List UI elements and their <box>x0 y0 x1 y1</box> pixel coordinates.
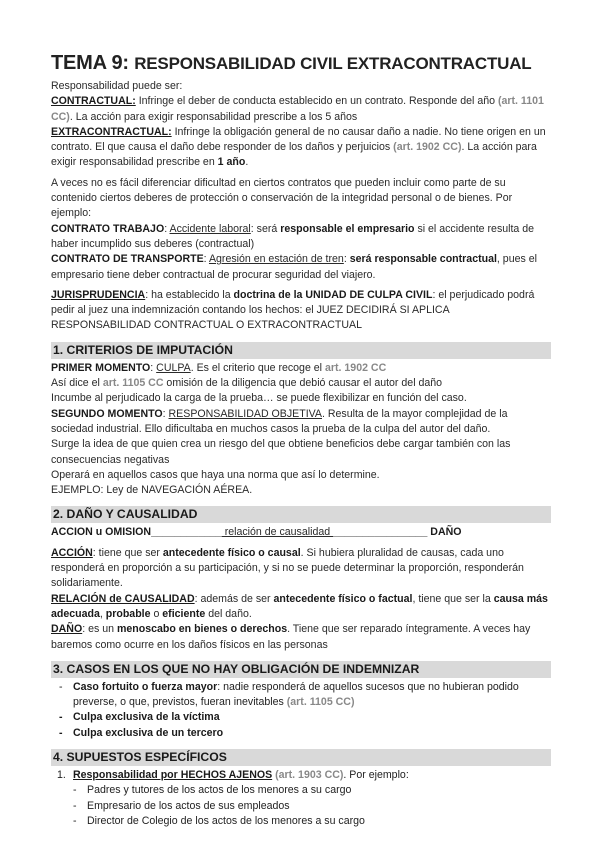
jurisprudencia-paragraph: JURISPRUDENCIA: ha establecido la doctrina de la UNIDAD DE CULPA CIVIL: el perjudicado podrá pedir al juez una indemnización contando los hechos: el JUEZ DECIDIRÁ SI APLICA RESPONSABILIDAD CONTRACTUAL O EXTRACONTRACTUAL <box>51 288 535 332</box>
list-item: - Culpa exclusiva de un tercero <box>51 726 551 741</box>
dano-paragraph: DAÑO: es un menoscabo en bienes o derechos. Tiene que ser reparado íntegramente. A veces hay baremos como ocurre en los daños físicos en las personas <box>51 623 531 651</box>
section-heading-casos: 3. CASOS EN LOS QUE NO HAY OBLIGACIÓN DE INDEMNIZAR <box>51 661 551 678</box>
contractual-paragraph: CONTRACTUAL: Infringe el deber de conducta establecido en un contrato. Responde del año (art. 1101 CC). La acción para exigir responsabilidad prescribe a los 5 años <box>51 95 544 123</box>
contrato-transporte-paragraph: CONTRATO DE TRANSPORTE: Agresión en estación de tren: será responsable contractual, pues el empresario tiene deber contractual de procurar seguridad del viajero. <box>51 253 537 281</box>
section-heading-supuestos: 4. SUPUESTOS ESPECÍFICOS <box>51 749 551 766</box>
riesgo-paragraph: Surge la idea de que quien crea un riesgo del que obtiene beneficios debe cargar también con las consecuencias negativas <box>51 438 511 466</box>
relacion-causalidad-paragraph: RELACIÓN de CAUSALIDAD: además de ser antecedente físico o factual, tiene que ser la causa más adecuada, probable o eficiente del daño. <box>51 592 548 620</box>
norma-line: Operará en aquellos casos que haya una norma que así lo determine. <box>51 468 380 481</box>
section-heading-criterios: 1. CRITERIOS DE IMPUTACIÓN <box>51 342 551 359</box>
numbered-item-hechos-ajenos: 1. Responsabilidad por HECHOS AJENOS (art. 1903 CC). Por ejemplo: <box>57 768 409 781</box>
intro-line: Responsabilidad puede ser: <box>51 80 183 92</box>
carga-prueba-line: Incumbe al perjudicado la carga de la prueba… se puede flexibilizar en función del caso. <box>51 392 467 405</box>
primer-momento-line: PRIMER MOMENTO: CULPA. Es el criterio que recoge el art. 1902 CC <box>51 361 387 374</box>
list-item: - Caso fortuito o fuerza mayor: nadie responderá de aquellos sucesos que no hubieran podido preverse, o que, previstos, fueran inevitables (art. 1105 CC) <box>51 680 551 711</box>
art-1105-line: Así dice el art. 1105 CC omisión de la diligencia que debió causar el autor del daño <box>51 377 443 390</box>
ejemplo-line: EJEMPLO: Ley de NAVEGACIÓN AÉREA. <box>51 484 253 497</box>
extracontractual-paragraph: EXTRACONTRACTUAL: Infringe la obligación general de no causar daño a nadie. No tiene origen en un contrato. El que causa el daño debe responder de los daños y perjuicios (art. 1902 CC). La acción para exigir responsabilidad prescribe en 1 año. <box>51 125 546 169</box>
causal-equation: ACCION u OMISION____________ relación de causalidad ________________ DAÑO <box>51 526 462 539</box>
casos-list <box>51 680 551 741</box>
segundo-momento-paragraph: SEGUNDO MOMENTO: RESPONSABILIDAD OBJETIVA. Resulta de la mayor complejidad de la sociedad industrial. Ello dificultaba en muchos casos la prueba de la culpa del autor del daño. <box>51 407 508 435</box>
hechos-ajenos-list <box>51 783 551 829</box>
list-item: - Padres y tutores de los actos de los menores a su cargo <box>51 783 551 798</box>
list-item: - Culpa exclusiva de la víctima <box>51 710 551 725</box>
section-heading-dano-causalidad: 2. DAÑO Y CAUSALIDAD <box>51 506 551 523</box>
contrato-trabajo-paragraph: CONTRATO TRABAJO: Accidente laboral: será responsable el empresario si el accidente resulta de haber incumplido sus deberes (contractual) <box>51 222 535 250</box>
document-page <box>51 52 551 829</box>
accion-paragraph: ACCIÓN: tiene que ser antecedente físico o causal. Si hubiera pluralidad de causas, cada uno responderá en proporción a su participación, y si no se puede determinar la proporción, responderán solidariamente. <box>51 546 524 590</box>
title-text: RESPONSABILIDAD CIVIL EXTRACONTRACTUAL <box>134 54 532 73</box>
page-title <box>51 52 551 75</box>
list-item: - Director de Colegio de los actos de los menores a su cargo <box>51 814 551 829</box>
difficulty-paragraph: A veces no es fácil diferenciar dificultad en ciertos contratos que pueden incluir como parte de su contenido ciertos deberes de protección o conservación de la integridad personal o de bienes. Por ejemplo: <box>51 176 513 220</box>
list-item: - Empresario de los actos de sus empleados <box>51 799 551 814</box>
title-prefix: TEMA 9: <box>51 52 135 74</box>
